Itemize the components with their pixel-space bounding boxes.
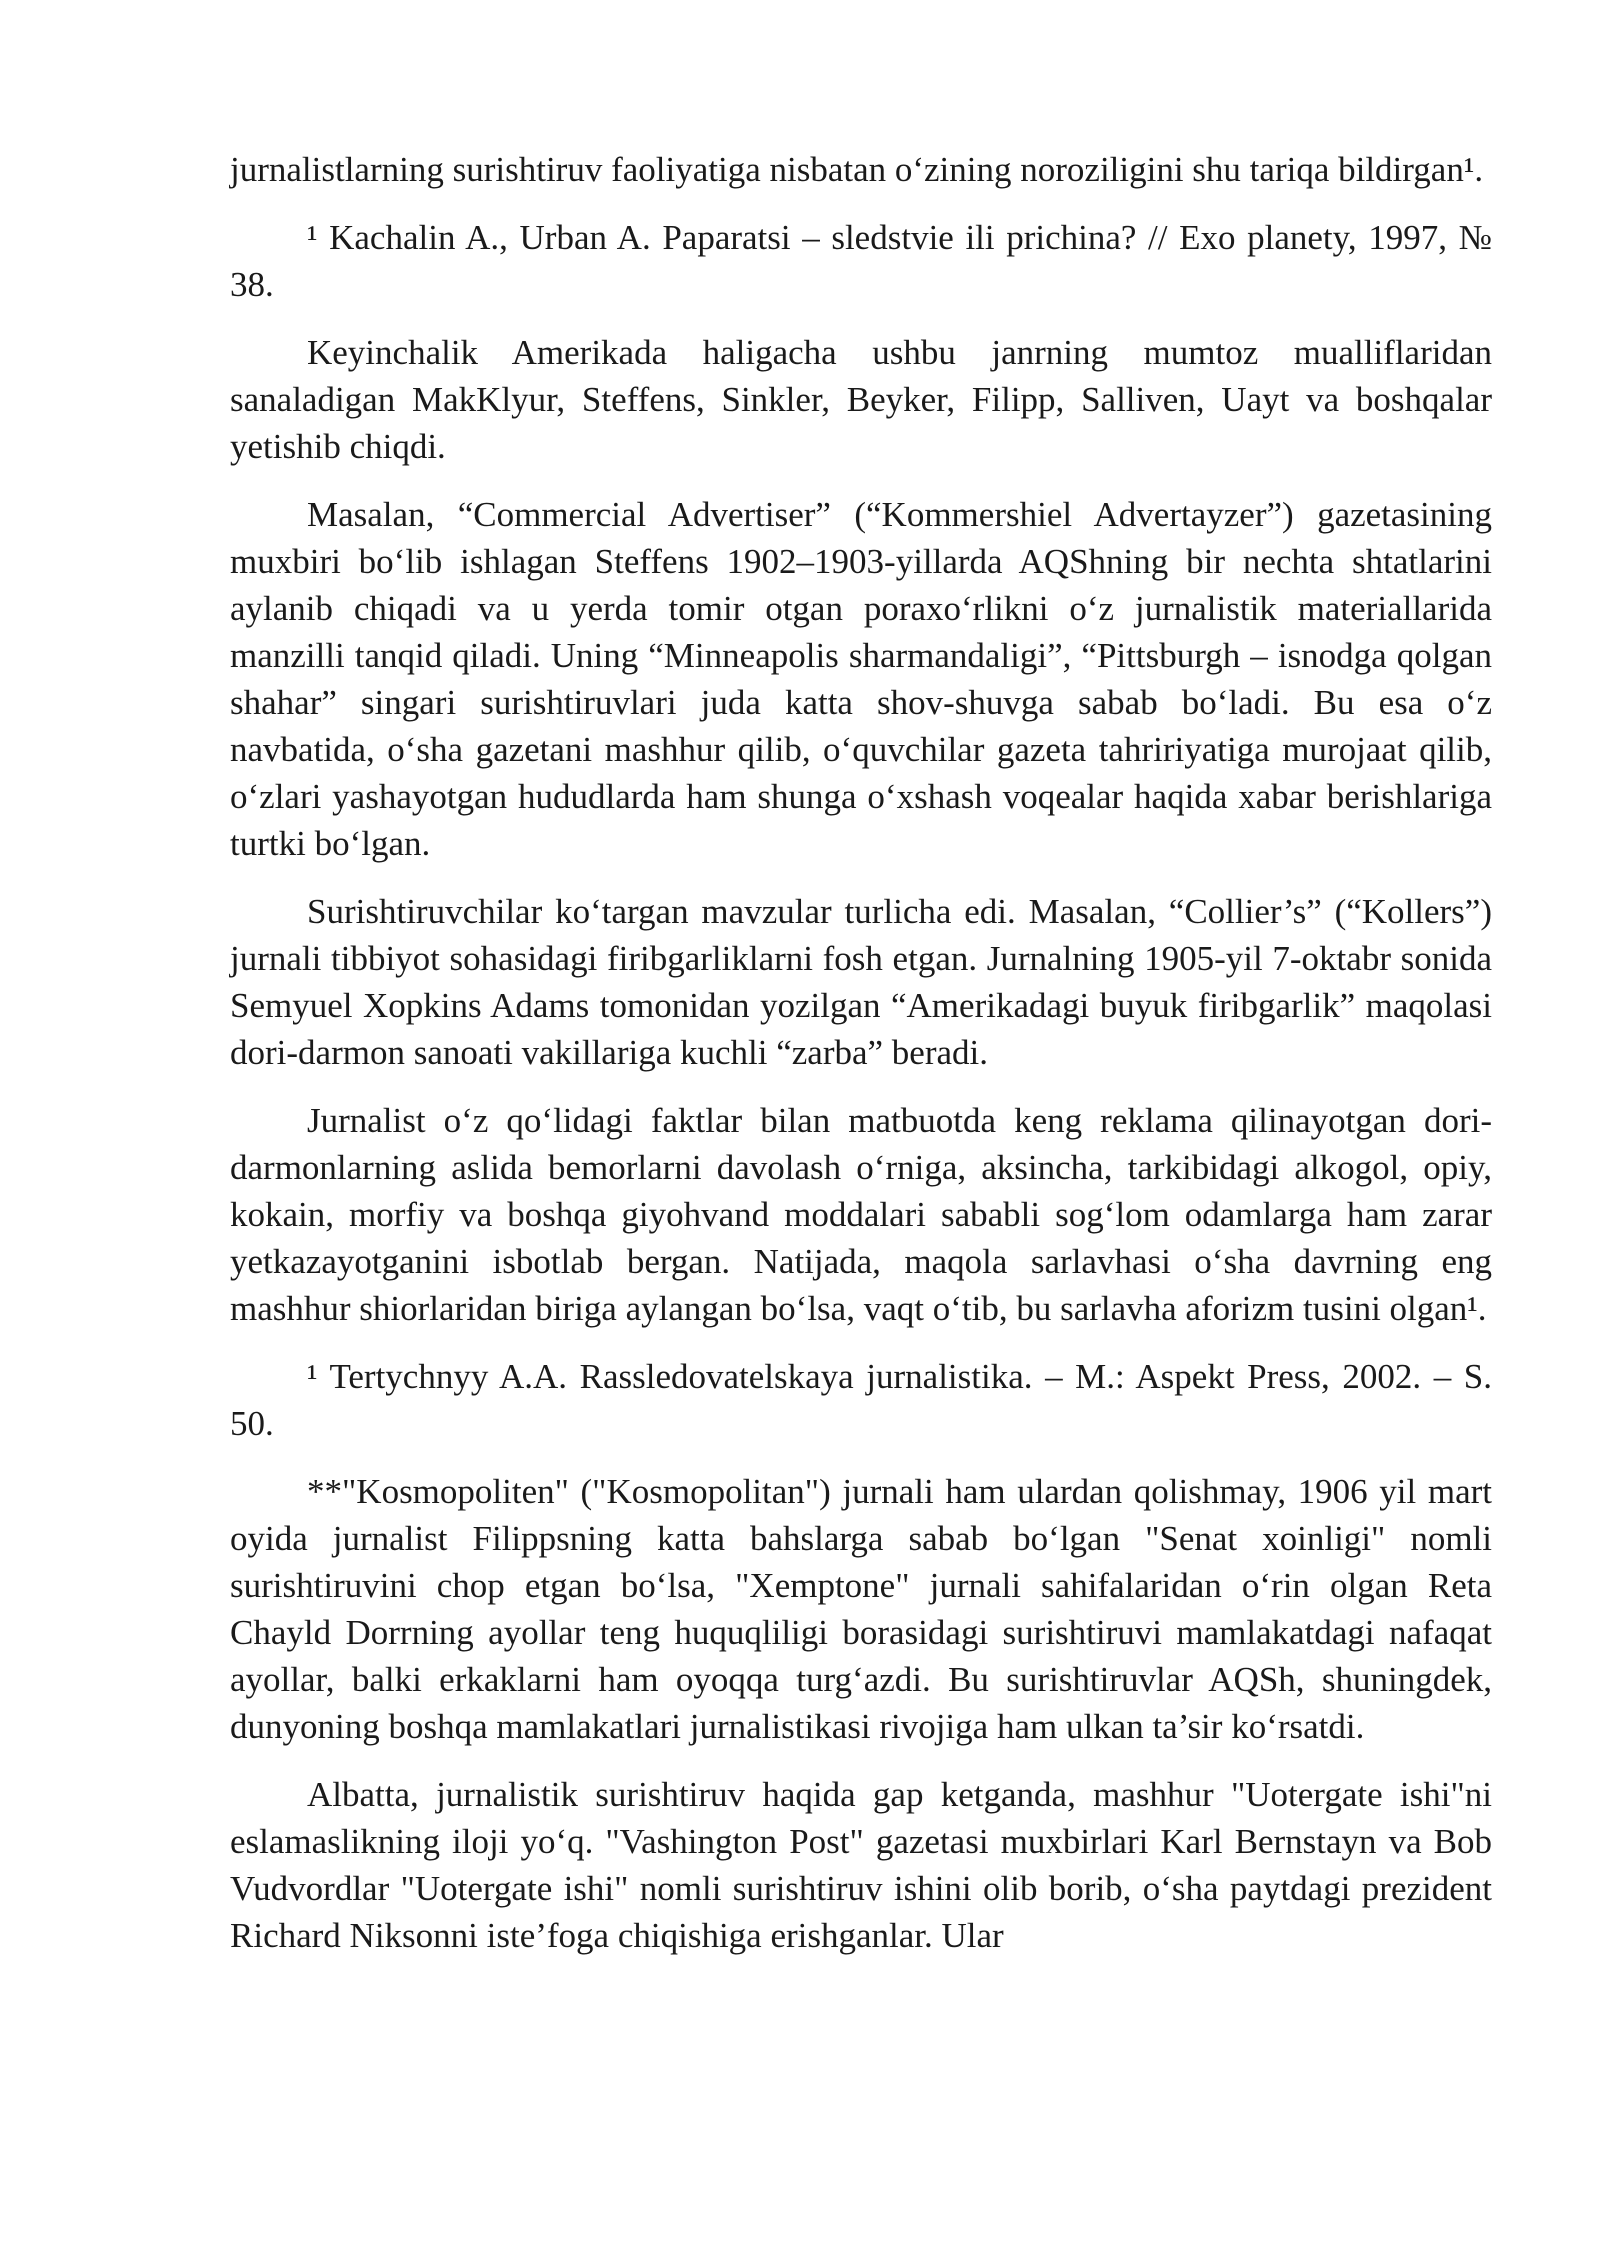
paragraph-colliers: Surishtiruvchilar ko‘targan mavzular turlicha edi. Masalan, “Collier’s” (“Kollers”) jurnali tibbiyot sohasidagi firibgarliklarni fosh etgan. Jurnalning 1905-yil 7-oktabr sonida Semyuel Xopkins Adams tomonidan yozilgan “Amerikadagi buyuk firibgarlik” maqolasi dori-darmon sanoati vakillariga kuchli “zarba” beradi. [230,892,1492,1072]
paragraph-authors: Keyinchalik Amerikada haligacha ushbu janrning mumtoz mualliflaridan sanaladigan MakKlyur, Steffens, Sinkler, Beyker, Filipp, Salliven, Uayt va boshqalar yetishib chiqdi. [230,333,1492,466]
footnote-kachalin: ¹ Kachalin A., Urban A. Paparatsi – sledstvie ili prichina? // Exo planety, 1997, № 38. [230,218,1492,304]
paragraph-continuation: jurnalistlarning surishtiruv faoliyatiga nisbatan o‘zining noroziligini shu tariqa bildirgan¹. [230,150,1484,189]
paragraph-watergate: Albatta, jurnalistik surishtiruv haqida gap ketganda, mashhur "Uotergate ishi"ni eslamaslikning iloji yo‘q. "Vashington Post" gazetasi muxbirlari Karl Bernstayn va Bob Vudvordlar "Uotergate ishi" nomli surishtiruv ishini olib borib, o‘sha paytdagi prezident Richard Niksonni iste’foga chiqishiga erishganlar. Ular [230,1775,1492,1955]
footnote-tertychnyy: ¹ Tertychnyy A.A. Rassledovatelskaya jurnalistika. – M.: Aspekt Press, 2002. – S. 50. [230,1357,1492,1443]
paragraph-medicines: Jurnalist o‘z qo‘lidagi faktlar bilan matbuotda keng reklama qilinayotgan dori-darmonlarning aslida bemorlarni davolash o‘rniga, aksincha, tarkibidagi alkogol, opiy, kokain, morfiy va boshqa giyohvand moddalari sababli sog‘lom odamlarga ham zarar yetkazayotganini isbotlab bergan. Natijada, maqola sarlavhasi o‘sha davrning eng mashhur shiorlaridan biriga aylangan bo‘lsa, vaqt o‘tib, bu sarlavha aforizm tusini olgan¹. [230,1101,1492,1328]
paragraph-steffens: Masalan, “Commercial Advertiser” (“Kommershiel Advertayzer”) gazetasining muxbiri bo‘lib ishlagan Steffens 1902–1903-yillarda AQShning bir nechta shtatlarini aylanib chiqadi va u yerda tomir otgan poraxo‘rlikni o‘z jurnalistik materiallarida manzilli tanqid qiladi. Uning “Minneapolis sharmandaligi”, “Pittsburgh – isnodga qolgan shahar” singari surishtiruvlari juda katta shov-shuvga sabab bo‘ladi. Bu esa o‘z navbatida, o‘sha gazetani mashhur qilib, o‘quvchilar gazeta tahririyatiga murojaat qilib, o‘zlari yashayotgan hududlarda ham shunga o‘xshash voqealar haqida xabar berishlariga turtki bo‘lgan. [230,495,1492,863]
paragraph-kosmopoliten: **"Kosmopoliten" ("Kosmopolitan") jurnali ham ulardan qolishmay, 1906 yil mart oyida jurnalist Filippsning katta bahslarga sabab bo‘lgan "Senat xoinligi" nomli surishtiruvini chop etgan bo‘lsa, "Xemptone" jurnali sahifalaridan o‘rin olgan Reta Chayld Dorrning ayollar teng huquqliligi borasidagi surishtiruvi mamlakatdagi nafaqat ayollar, balki erkaklarni ham oyoqqa turg‘azdi. Bu surishtiruvlar AQSh, shuningdek, dunyoning boshqa mamlakatlari jurnalistikasi rivojiga ham ulkan ta’sir ko‘rsatdi. [230,1472,1492,1746]
document-page [230,146,1492,1980]
